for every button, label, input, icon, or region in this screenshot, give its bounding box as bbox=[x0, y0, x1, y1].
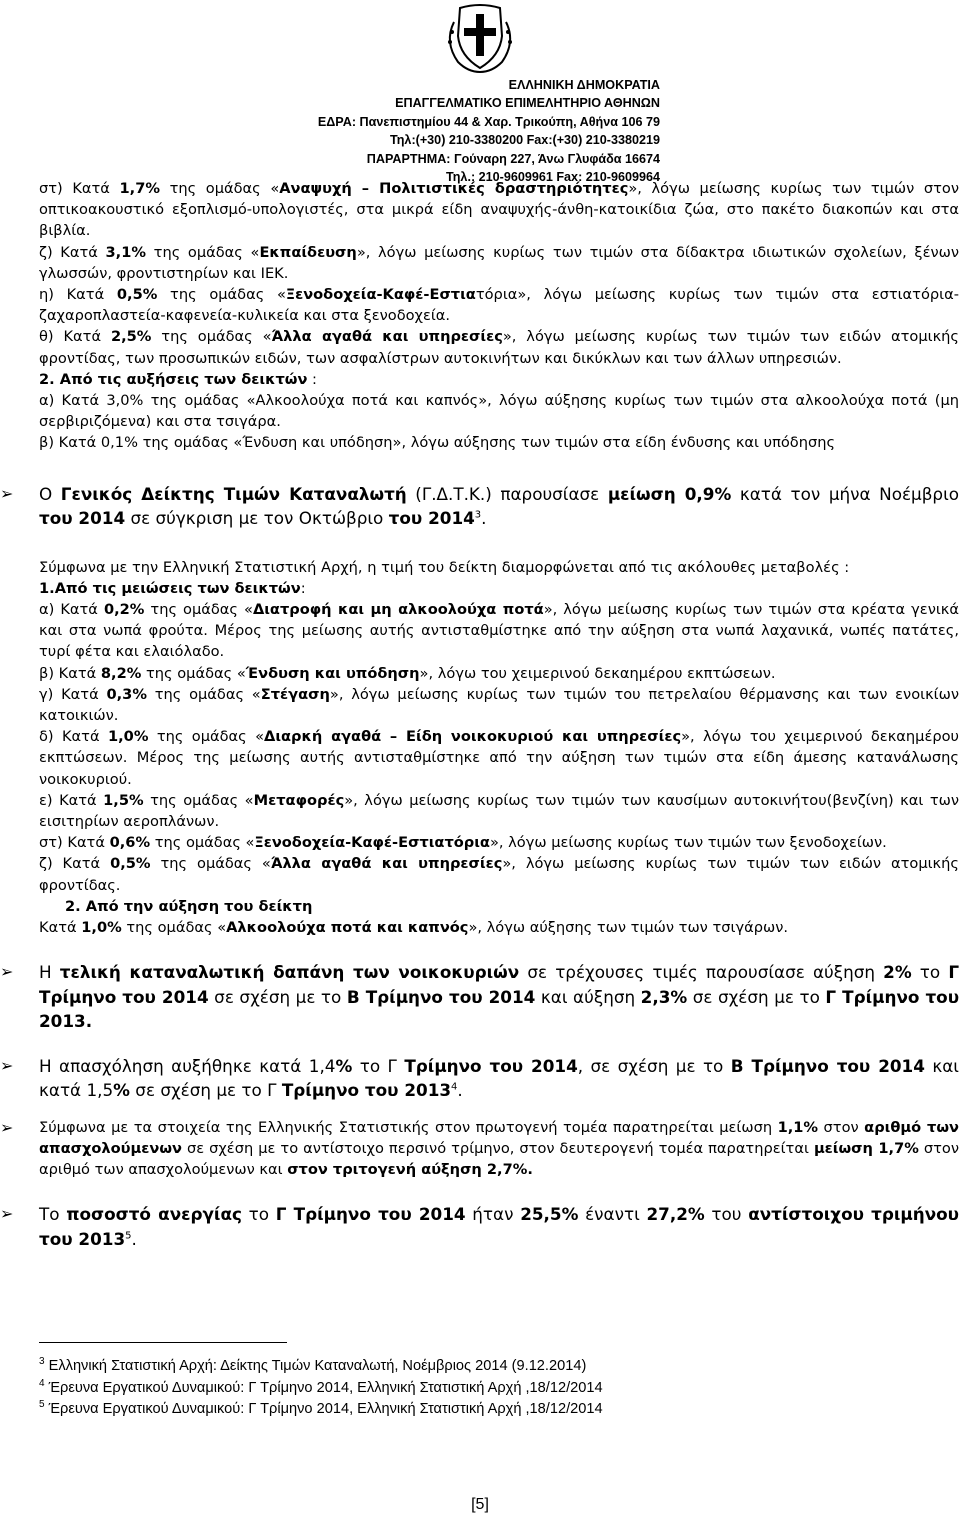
section2-intro: Σύμφωνα με την Ελληνική Στατιστική Αρχή, η τιμή του δείκτη διαμορφώνεται από τις ακόλουθες μεταβολές : bbox=[39, 558, 850, 576]
cpi-bullet: ➢ Ο Γενικός Δείκτης Τιμών Καταναλωτή (Γ.Δ.Τ.Κ.) παρουσίασε μείωση 0,9% κατά τον μήνα Νοέμβριο του 2014 σε σύγκριση με τον Οκτώβριο του 2014$^3$. bbox=[0, 483, 960, 529]
letterhead-line-1: ΕΛΛΗΝΙΚΗ ΔΗΜΟΚΡΑΤΙΑ bbox=[508, 78, 660, 92]
section2-item-b: β) Κατά 8,2% της ομάδας «Ένδυση και υπόδηση», λόγω του χειμερινού δεκαημέρου εκπτώσεων. bbox=[39, 664, 776, 682]
footnotes bbox=[39, 1356, 603, 1421]
letterhead-line-4: Τηλ:(+30) 210-3380200 Fax:(+30) 210-3380219 bbox=[389, 133, 660, 148]
footnote-3: $^3$ Ελληνική Στατιστική Αρχή: Δείκτης Τιμών Καταναλωτή, Νοέμβριος 2014 (9.12.2014) bbox=[39, 1356, 587, 1374]
letterhead-line-3: ΕΔΡΑ: Πανεπιστημίου 44 & Χαρ. Τρικούπη, Αθήνα 106 79 bbox=[317, 114, 660, 129]
section2-item-g: γ) Κατά 0,3% της ομάδας «Στέγαση», λόγω μείωσης κυρίως των τιμών του πετρελαίου θέρμανσης και των ενοικίων κατοικιών. bbox=[39, 685, 959, 725]
section2-item-d: δ) Κατά 1,0% της ομάδας «Διαρκή αγαθά – Είδη νοικοκυριού και υπηρεσίες», λόγω του χειμερινού δεκαημέρου εκπτώσεων. Μέρος της μείωσης αυτής αντισταθμίστηκε από την αύξηση των τιμών στα είδη άμεσης κατανάλωσης νοικοκυριού. bbox=[39, 728, 959, 788]
footnote-ref-4: 4 bbox=[451, 1081, 458, 1093]
section2-item-z: ζ) Κατά 0,5% της ομάδας «Άλλα αγαθά και υπηρεσίες», λόγω μείωσης κυρίως των τιμών των ειδών ατομικής φροντίδας. bbox=[39, 855, 959, 894]
section1-increase-b: β) Κατά 0,1% της ομάδας «Ένδυση και υπόδηση», λόγω αύξησης των τιμών στα είδη ένδυσης και υπόδησης bbox=[39, 434, 836, 452]
arrow-bullet-icon: ➢ bbox=[0, 962, 14, 982]
arrow-bullet-icon: ➢ bbox=[0, 483, 14, 503]
greek-coat-of-arms-icon bbox=[440, 2, 520, 74]
section1-increase-a: α) Κατά 3,0% της ομάδας «Αλκοολούχα ποτά και καπνός», λόγω αύξησης κυρίως των τιμών στα αλκοολούχα ποτά (μη σερβιριζόμενα) και στα τσιγάρα. bbox=[39, 392, 959, 431]
footnote-5: $^5$ Έρευνα Εργατικού Δυναμικού: Γ Τρίμηνο 2014, Ελληνική Στατιστική Αρχή ,18/12/2014 bbox=[39, 1399, 603, 1417]
letterhead-line-5: ΠΑΡΑΡΤΗΜΑ: Γούναρη 227, Άνω Γλυφάδα 16674 bbox=[366, 151, 660, 166]
document-body bbox=[0, 178, 960, 1251]
sectors-bullet: ➢ Σύμφωνα με τα στοιχεία της Ελληνικής Στατιστικής στον πρωτογενή τομέα παρατηρείται μείωση 1,1% στον αριθμό των απασχολούμενων σε σχέση με το αντίστοιχο περσινό τρίμηνο, στον δευτερογενή τομέα παρατηρείται μείωση 1,7% στον αριθμό των απασχολούμενων και στον τριτογενή αύξηση 2,7%. bbox=[0, 1117, 960, 1179]
section2-decrease-heading: 1.Από τις μειώσεις των δεικτών: bbox=[39, 579, 306, 597]
section2-item-e: ε) Κατά 1,5% της ομάδας «Μεταφορές», λόγω μείωσης κυρίως των τιμών των καυσίμων αυτοκινήτου(βενζίνη) και των εισιτηρίων αεροπλάνων. bbox=[39, 791, 959, 831]
section2-increase-item: Κατά 1,0% της ομάδας «Αλκοολούχα ποτά και καπνός», λόγω αύξησης των τιμών των τσιγάρων. bbox=[39, 919, 788, 937]
section2-item-st: στ) Κατά 0,6% της ομάδας «Ξενοδοχεία-Καφέ-Εστιατόρια», λόγω μείωσης κυρίως των τιμών των ξενοδοχείων. bbox=[39, 834, 887, 852]
page-number: [5] bbox=[471, 1496, 489, 1513]
section1-item-z: ζ) Κατά 3,1% της ομάδας «Εκπαίδευση», λόγω μείωσης κυρίως των τιμών στα δίδακτρα ιδιωτικών σχολείων, ξένων γλωσσών, φροντιστηρίων και ΙΕΚ. bbox=[39, 243, 959, 282]
footnote-ref-3: 3 bbox=[474, 509, 482, 521]
letterhead-line-6: Τηλ.: 210-9609961 Fax: 210-9609964 bbox=[445, 170, 660, 185]
section1-item-h: η) Κατά 0,5% της ομάδας «Ξενοδοχεία-Καφέ-Εστιατόρια», λόγω μείωσης κυρίως των τιμών στα εστιατόρια-ζαχαροπλαστεία-καφενεία-κυλικεία και στα ξενοδοχεία. bbox=[39, 286, 959, 325]
employment-bullet: ➢ Η απασχόληση αυξήθηκε κατά 1,4% το Γ Τρίμηνο του 2014, σε σχέση με το Β Τρίμηνο του 2014 και κατά 1,5% σε σχέση με το Γ Τρίμηνο του 2013$^4$. bbox=[0, 1055, 959, 1101]
section1-item-th: θ) Κατά 2,5% της ομάδας «Άλλα αγαθά και υπηρεσίες», λόγω μείωσης κυρίως των τιμών των ειδών ατομικής φροντίδας, των προσωπικών ειδών, των ασφαλίστρων αυτοκινήτων και δικύκλων και των άλλων υπηρεσιών. bbox=[39, 328, 959, 367]
section1-increase-heading: 2. Από τις αυξήσεις των δεικτών : bbox=[39, 370, 317, 388]
letterhead-text bbox=[318, 76, 660, 186]
footnote-divider bbox=[39, 1342, 287, 1343]
footnote-ref-5: 5 bbox=[125, 1230, 132, 1242]
arrow-bullet-icon: ➢ bbox=[0, 1055, 14, 1075]
unemployment-bullet: ➢ Το ποσοστό ανεργίας το Γ Τρίμηνο του 2014 ήταν 25,5% έναντι 27,2% του αντίστοιχου τριμήνου του 2013$^5$. bbox=[0, 1204, 960, 1249]
section1-item-st: στ) Κατά 1,7% της ομάδας «Αναψυχή – Πολιτιστικές δραστηριότητες», λόγω μείωσης κυρίως των τιμών στον οπτικοακουστικό εξοπλισμό-υπολογιστές, στα μικρά είδη αναψυχής-άνθη-κατοικίδια ζώα, στο πακέτο διακοπών και στα βιβλία. bbox=[39, 180, 959, 240]
spending-bullet: ➢ Η τελική καταναλωτική δαπάνη των νοικοκυριών σε τρέχουσες τιμές παρουσίασε αύξηση 2% το Γ Τρίμηνο του 2014 σε σχέση με το Β Τρίμηνο του 2014 και αύξηση 2,3% σε σχέση με το Γ Τρίμηνο του 2013. bbox=[0, 962, 960, 1032]
letterhead bbox=[0, 0, 960, 185]
footnote-4: $^4$ Έρευνα Εργατικού Δυναμικού: Γ Τρίμηνο 2014, Ελληνική Στατιστική Αρχή ,18/12/2014 bbox=[39, 1377, 603, 1396]
section2-increase-heading: 2. Από την αύξηση του δείκτη bbox=[65, 897, 313, 915]
letterhead-line-2: ΕΠΑΓΓΕΛΜΑΤΙΚΟ ΕΠΙΜΕΛΗΤΗΡΙΟ ΑΘΗΝΩΝ bbox=[395, 96, 660, 111]
arrow-bullet-icon: ➢ bbox=[0, 1204, 14, 1224]
arrow-bullet-icon: ➢ bbox=[0, 1117, 14, 1137]
section2-item-a: α) Κατά 0,2% της ομάδας «Διατροφή και μη αλκοολούχα ποτά», λόγω μείωσης κυρίως των τιμών στα κρέατα γενικά και στα νωπά φρούτα. Μέρος της μείωσης αυτής αντισταθμίστηκε από την αύξηση στα νωπά λαχανικά, νωπές πατάτες, τυρί φέτα και ελαιόλαδο. bbox=[39, 601, 960, 661]
